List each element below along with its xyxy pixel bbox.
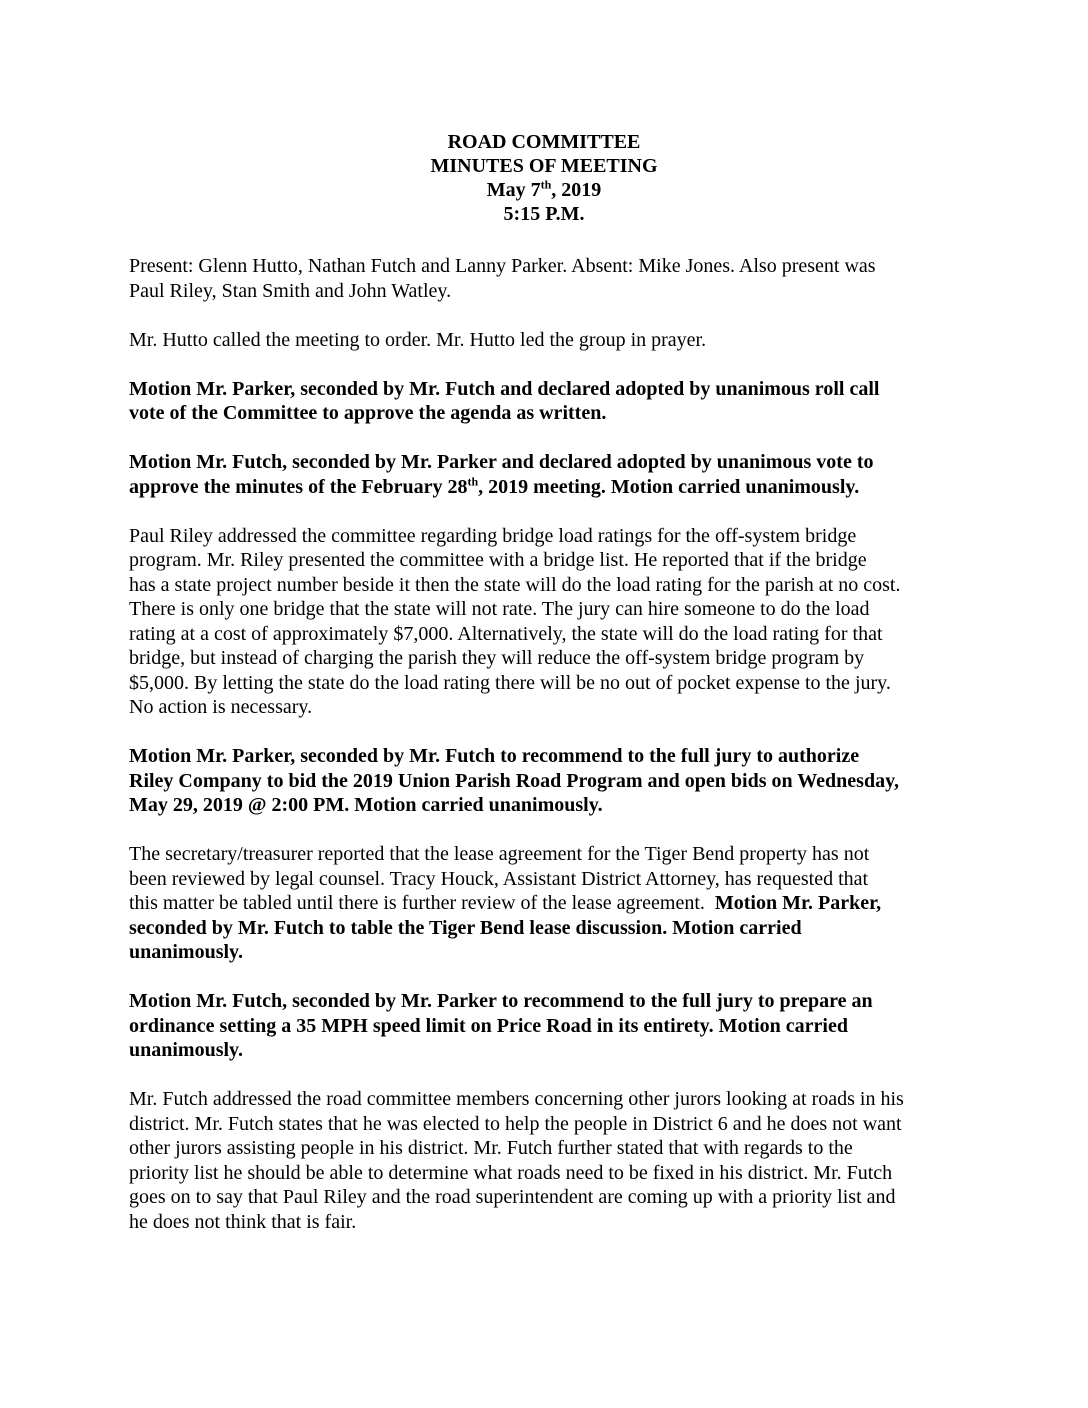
text-line: bridge, but instead of charging the parish they will reduce the off-system bridge program by: [129, 647, 865, 669]
text-line: district. Mr. Futch states that he was elected to help the people in District 6 and he does not want: [129, 1112, 902, 1135]
text-line: seconded by Mr. Futch to table the Tiger Bend lease discussion. Motion carried: [129, 916, 802, 939]
agenda-motion: [129, 377, 959, 426]
text-line: Paul Riley, Stan Smith and John Watley.: [129, 279, 452, 302]
text-line: been reviewed by legal counsel. Tracy Houck, Assistant District Attorney, has requested that: [129, 867, 869, 890]
text-line: May 29, 2019 @ 2:00 PM. Motion carried unanimously.: [129, 794, 603, 816]
meeting-date: [0, 178, 1088, 202]
text-line: Paul Riley addressed the committee regarding bridge load ratings for the off-system bridge: [129, 524, 857, 547]
date-ordinal: th: [540, 177, 552, 192]
text-line: Present: Glenn Hutto, Nathan Futch and Lanny Parker. Absent: Mike Jones. Also present was: [129, 255, 876, 277]
text-line: Motion Mr. Parker, seconded by Mr. Futch and declared adopted by unanimous roll call: [129, 377, 880, 400]
committee-title: ROAD COMMITTEE: [447, 131, 641, 153]
text-line: goes on to say that Paul Riley and the road superintendent are coming up with a priority list and: [129, 1186, 896, 1208]
text-line: Riley Company to bid the 2019 Union Parish Road Program and open bids on Wednesday,: [129, 769, 899, 792]
text-line: unanimously.: [129, 1039, 243, 1061]
minutes-subtitle: MINUTES OF MEETING: [430, 155, 658, 177]
text-line: $5,000. By letting the state do the load rating there will be no out of pocket expense to the jury.: [129, 671, 891, 694]
date-suffix: , 2019: [551, 179, 602, 201]
text-segment: approve the minutes of the February 28: [129, 475, 468, 498]
district-discussion-paragraph: [129, 1087, 959, 1234]
text-line: No action is necessary.: [129, 696, 313, 718]
date-prefix: May 7: [486, 179, 541, 201]
text-line: vote of the Committee to approve the agenda as written.: [129, 402, 607, 424]
text-line: has a state project number beside it then the state will do the load rating for the parish at no cost.: [129, 573, 901, 596]
text-line: other jurors assisting people in his district. Mr. Futch further stated that with regards to the: [129, 1137, 853, 1159]
text-line: unanimously.: [129, 941, 243, 963]
text-segment: , 2019 meeting. Motion carried unanimously.: [478, 475, 860, 498]
ordinal-suffix: th: [467, 473, 479, 488]
bridge-rating-paragraph: [129, 524, 959, 720]
document-header: [0, 130, 1088, 226]
road-program-motion: [129, 744, 959, 818]
minutes-body: [129, 254, 959, 1259]
text-line: ordinance setting a 35 MPH speed limit on Price Road in its entirety. Motion carried: [129, 1014, 848, 1037]
lease-agreement-paragraph: [129, 842, 959, 965]
speed-limit-motion: [129, 989, 959, 1063]
text-line: Motion Mr. Futch, seconded by Mr. Parker and declared adopted by unanimous vote to: [129, 451, 874, 473]
text-line: There is only one bridge that the state will not rate. The jury can hire someone to do the load: [129, 598, 870, 620]
text-line: priority list he should be able to determine what roads need to be fixed in his district. Mr. Futch: [129, 1161, 893, 1184]
text-line: [129, 475, 959, 500]
attendance-paragraph: [129, 254, 959, 303]
text-line: The secretary/treasurer reported that the lease agreement for the Tiger Bend property has not: [129, 843, 870, 865]
text-line: Motion Mr. Parker, seconded by Mr. Futch to recommend to the full jury to authorize: [129, 745, 860, 767]
text-line: Mr. Hutto called the meeting to order. Mr. Hutto led the group in prayer.: [129, 328, 707, 351]
text-line: rating at a cost of approximately $7,000. Alternatively, the state will do the load rating for that: [129, 622, 883, 645]
text-line: program. Mr. Riley presented the committee with a bridge list. He reported that if the bridge: [129, 549, 867, 571]
call-to-order-paragraph: [129, 328, 959, 353]
text-line: [129, 891, 959, 916]
meeting-time: 5:15 P.M.: [503, 203, 585, 225]
text-line: Mr. Futch addressed the road committee members concerning other jurors looking at roads in his: [129, 1088, 904, 1110]
minutes-approval-motion: [129, 450, 959, 499]
text-line: Motion Mr. Futch, seconded by Mr. Parker to recommend to the full jury to prepare an: [129, 990, 873, 1012]
text-segment: this matter be tabled until there is further review of the lease agreement.: [129, 892, 715, 914]
text-segment-bold: Motion Mr. Parker,: [714, 892, 882, 914]
text-line: he does not think that is fair.: [129, 1210, 357, 1233]
